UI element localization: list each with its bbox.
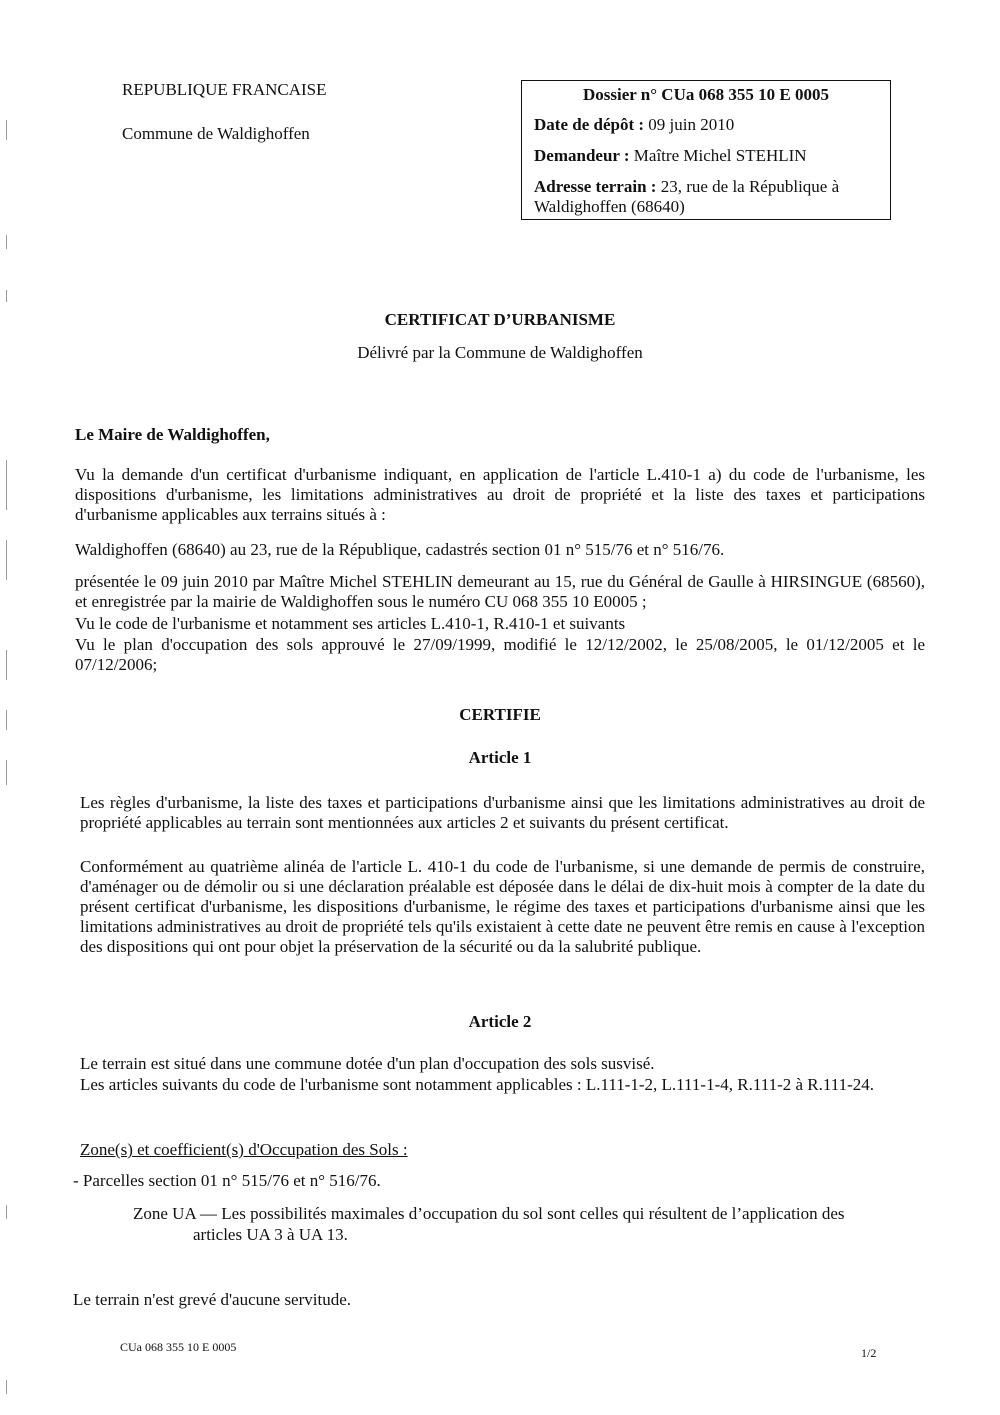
zone-heading: Zone(s) et coefficient(s) d'Occupation des Sols : bbox=[80, 1140, 408, 1159]
footer-reference: CUa 068 355 10 E 0005 bbox=[120, 1340, 237, 1354]
address-value-2: Waldighoffen (68640) bbox=[534, 197, 685, 216]
scan-edge-mark bbox=[6, 540, 7, 580]
scan-edge-mark bbox=[6, 290, 7, 302]
deposit-date-value: 09 juin 2010 bbox=[648, 115, 735, 134]
commune-label: Commune de Waldighoffen bbox=[122, 124, 310, 143]
scan-edge-mark bbox=[6, 1380, 7, 1394]
dossier-box bbox=[521, 80, 891, 220]
address-value: 23, rue de la République à bbox=[660, 177, 840, 196]
dossier-number: Dossier n° CUa 068 355 10 E 0005 bbox=[583, 85, 829, 104]
page-number: 1/2 bbox=[861, 1346, 877, 1360]
urban-code-paragraph: Vu le code de l'urbanisme et notamment ses articles L.410-1, R.410-1 et suivants bbox=[75, 614, 626, 633]
article-2-paragraph-2: Les articles suivants du code de l'urbanisme sont notamment applicables : L.111-1-2, L.111-1-4, R.111-2 à R.111-24. bbox=[80, 1075, 875, 1094]
presented-paragraph: présentée le 09 juin 2010 par Maître Michel STEHLIN demeurant au 15, rue du Général de Gaulle à HIRSINGUE (68560), et enregistrée par la mairie de Waldighoffen sous le numéro CU 068 355 10 E0005 ; bbox=[75, 572, 925, 611]
applicant-value: Maître Michel STEHLIN bbox=[633, 146, 807, 165]
article-2-title: Article 2 bbox=[468, 1012, 532, 1031]
mayor-heading: Le Maire de Waldighoffen, bbox=[75, 425, 270, 444]
deposit-date-label: Date de dépôt : bbox=[534, 115, 645, 134]
request-paragraph: Vu la demande d'un certificat d'urbanisme indiquant, en application de l'article L.410-1 a) du code de l'urbanisme, les dispositions d'urbanisme, les limitations administratives au droit de propriété et la liste des taxes et participations d'urbanisme applicables aux terrains situés à : bbox=[75, 465, 925, 524]
address-label: Adresse terrain : bbox=[534, 177, 657, 196]
scan-edge-mark bbox=[6, 120, 7, 140]
republic-label: REPUBLIQUE FRANCAISE bbox=[122, 80, 327, 99]
zone-ua-line-2: articles UA 3 à UA 13. bbox=[193, 1225, 348, 1244]
land-plan-paragraph: Vu le plan d'occupation des sols approuvé le 27/09/1999, modifié le 12/12/2002, le 25/08/2005, le 01/12/2005 et le 07/12/2006; bbox=[75, 635, 925, 674]
applicant-label: Demandeur : bbox=[534, 146, 630, 165]
header-left bbox=[122, 80, 327, 168]
article-1-paragraph-1: Les règles d'urbanisme, la liste des taxes et participations d'urbanisme ainsi que les limitations administratives au droit de propriété applicables au terrain sont mentionnées aux articles 2 et suivants du présent certificat. bbox=[80, 793, 925, 832]
servitude-line: Le terrain n'est grevé d'aucune servitude. bbox=[73, 1290, 352, 1309]
deposit-date bbox=[534, 115, 878, 135]
scan-edge-mark bbox=[6, 235, 7, 249]
certificate-subtitle: Délivré par la Commune de Waldighoffen bbox=[357, 343, 643, 362]
scan-edge-mark bbox=[6, 650, 7, 680]
parcels-line: - Parcelles section 01 n° 515/76 et n° 516/76. bbox=[73, 1171, 381, 1190]
location-paragraph: Waldighoffen (68640) au 23, rue de la République, cadastrés section 01 n° 515/76 et n° 516/76. bbox=[75, 540, 725, 559]
article-1-paragraph-2: Conformément au quatrième alinéa de l'article L. 410-1 du code de l'urbanisme, si une demande de permis de construire, d'aménager ou de démolir ou si une déclaration préalable est déposée dans le délai de dix-huit mois à compter de la date du présent certificat d'urbanisme, les dispositions d'urbanisme, le régime des taxes et participations d'urbanisme ainsi que les limitations administratives au droit de propriété tels qu'ils existaient à cette date ne peuvent être remis en cause à l'exception des dispositions qui ont pour objet la préservation de la sécurité ou da la salubrité publique. bbox=[80, 857, 925, 956]
certifie-heading: CERTIFIE bbox=[459, 705, 541, 724]
scan-edge-mark bbox=[6, 1205, 7, 1219]
article-1-title: Article 1 bbox=[468, 748, 532, 767]
zone-ua-line-1: Zone UA — Les possibilités maximales d’occupation du sol sont celles qui résultent de l’application des bbox=[133, 1204, 845, 1223]
applicant bbox=[534, 146, 878, 166]
certificate-title: CERTIFICAT D’URBANISME bbox=[384, 310, 616, 329]
land-address bbox=[534, 177, 878, 217]
article-2-paragraph-1: Le terrain est situé dans une commune dotée d'un plan d'occupation des sols susvisé. bbox=[80, 1054, 655, 1073]
scan-edge-mark bbox=[6, 460, 7, 510]
